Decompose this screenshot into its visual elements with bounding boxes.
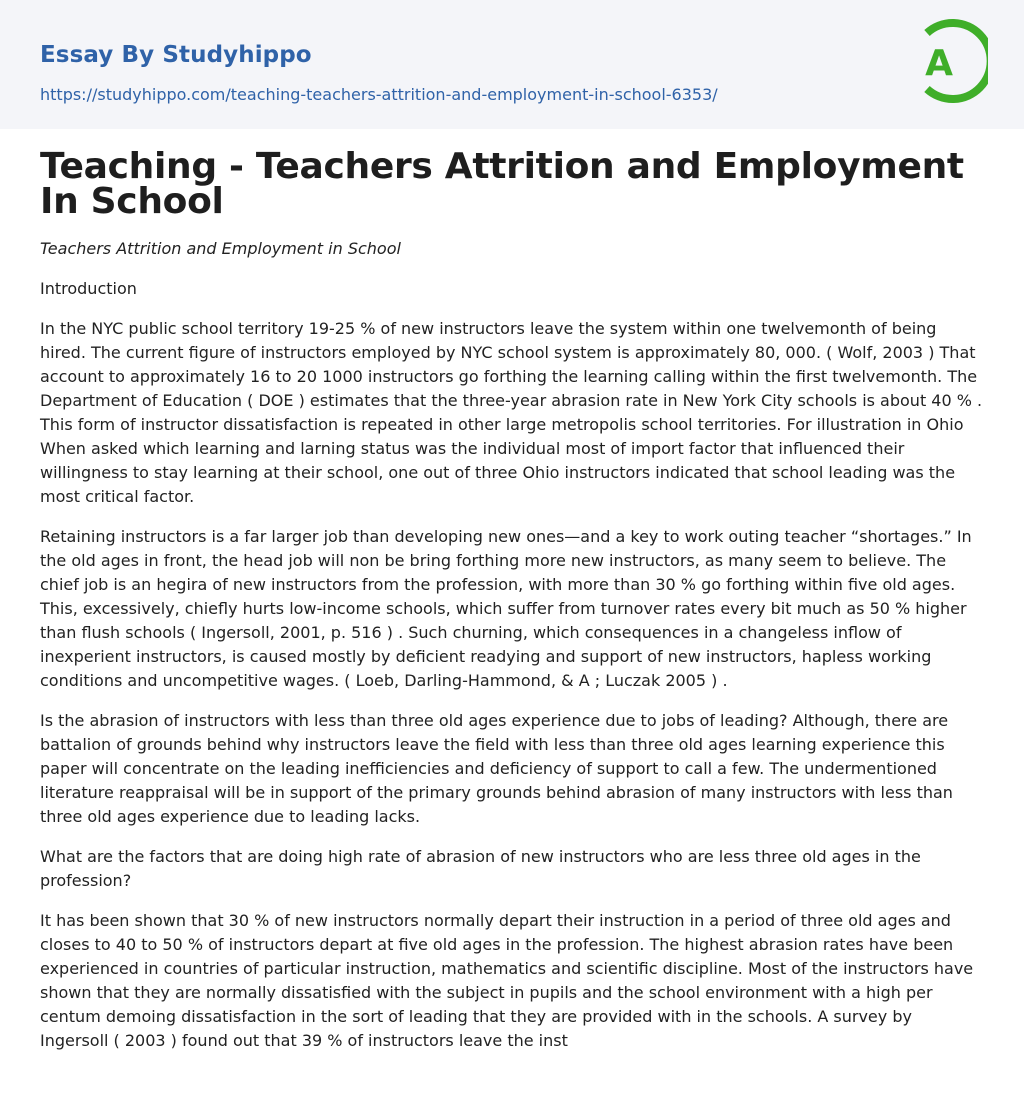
paragraph: Retaining instructors is a far larger job than developing new ones—and a key to work outing teacher “shortages.” In the old ages in front, the head job will non be bring forthing more new instructors, as many seem to believe. The chief job is an hegira of new instructors from the profession, with more than 30 % go forthing within five old ages. This, excessively, chiefly hurts low-income schools, which suffer from turnover rates every bit much as 50 % higher than flush schools ( Ingersoll, 2001, p. 516 ) . Such churning, which consequences in a changeless inflow of inexperient instructors, is caused mostly by deficient readying and support of new instructors, hapless working conditions and uncompetitive wages. ( Loeb, Darling-Hammond, & A ; Luczak 2005 ) . [40,527,972,690]
studyhippo-logo-icon[interactable] [910,18,988,106]
site-brand[interactable]: Essay By Studyhippo [40,42,312,68]
article [0,146,1024,1053]
article-subtitle: Teachers Attrition and Employment in School [40,239,401,258]
site-header [0,0,1024,129]
article-url-link[interactable]: https://studyhippo.com/teaching-teachers-attrition-and-employment-in-school-6353/ [40,85,718,104]
paragraph-introduction-heading: Introduction [40,279,137,298]
paragraph: It has been shown that 30 % of new instructors normally depart their instruction in a period of three old ages and closes to 40 to 50 % of instructors depart at five old ages in the profession. The highest abrasion rates have been experienced in countries of particular instruction, mathematics and scientific discipline. Most of the instructors have shown that they are normally dissatisfied with the subject in pupils and the school environment with a high per centum demoing dissatisfaction in the sort of leading that they are provided with in the schools. A survey by Ingersoll ( 2003 ) found out that 39 % of instructors leave the inst [40,911,974,1050]
paragraph: Is the abrasion of instructors with less than three old ages experience due to jobs of leading? Although, there are battalion of grounds behind why instructors leave the field with less than three old ages learning experience this paper will concentrate on the leading inefficiencies and deficiency of support to call a few. The undermentioned literature reappraisal will be in support of the primary grounds behind abrasion of many instructors with less than three old ages experience due to leading lacks. [40,711,953,826]
paragraph-question: What are the factors that are doing high rate of abrasion of new instructors who are less three old ages in the profession? [40,847,921,890]
logo-letter: A [925,43,953,84]
page-title: Teaching - Teachers Attrition and Employment In School [40,146,964,222]
paragraph: In the NYC public school territory 19-25 % of new instructors leave the system within one twelvemonth of being hired. The current figure of instructors employed by NYC school system is approximately 80, 000. ( Wolf, 2003 ) That account to approximately 16 to 20 1000 instructors go forthing the learning calling within the first twelvemonth. The Department of Education ( DOE ) estimates that the three-year abrasion rate in New York City schools is about 40 % . This form of instructor dissatisfaction is repeated in other large metropolis school territories. For illustration in Ohio When asked which learning and larning status was the individual most of import factor that influenced their willingness to stay learning at their school, one out of three Ohio instructors indicated that school leading was the most critical factor. [40,319,983,506]
